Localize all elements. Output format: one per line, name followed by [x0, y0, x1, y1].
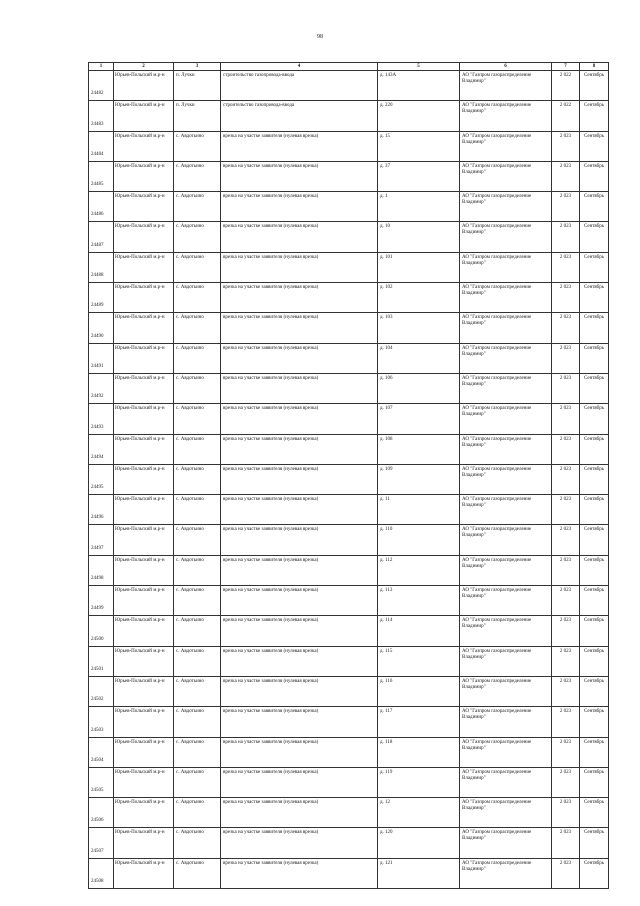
- locality-cell: с. Авдотьино: [174, 495, 221, 525]
- header-cell: 7: [552, 63, 580, 71]
- work-type-cell: врезка на участке заявителя (нулевая врезка): [221, 646, 378, 676]
- locality-cell: с. Авдотьино: [174, 252, 221, 282]
- year-cell: 2 023: [552, 616, 580, 646]
- month-cell: Сентябрь: [580, 222, 609, 252]
- district-cell: Юрьев-Польский м.р-н: [114, 131, 174, 161]
- header-cell: 4: [221, 63, 378, 71]
- row-number-cell: 24482: [89, 71, 114, 101]
- work-type-cell: врезка на участке заявителя (нулевая врезка): [221, 131, 378, 161]
- row-number-cell: 24508: [89, 858, 114, 888]
- organization-cell: АО "Газпром газораспределение Владимир": [460, 555, 552, 585]
- district-cell: Юрьев-Польский м.р-н: [114, 464, 174, 494]
- table-row: [89, 525, 609, 555]
- locality-cell: с. Авдотьино: [174, 707, 221, 737]
- locality-cell: с. Авдотьино: [174, 676, 221, 706]
- work-type-cell: врезка на участке заявителя (нулевая врезка): [221, 676, 378, 706]
- district-cell: Юрьев-Польский м.р-н: [114, 404, 174, 434]
- organization-cell: АО "Газпром газораспределение Владимир": [460, 767, 552, 797]
- row-number-cell: 24483: [89, 101, 114, 131]
- row-number-cell: 24504: [89, 737, 114, 767]
- table-row: [89, 434, 609, 464]
- row-number-cell: 24496: [89, 495, 114, 525]
- year-cell: 2 023: [552, 252, 580, 282]
- organization-cell: АО "Газпром газораспределение Владимир": [460, 646, 552, 676]
- work-type-cell: врезка на участке заявителя (нулевая врезка): [221, 737, 378, 767]
- address-cell: д. 104: [378, 343, 460, 373]
- locality-cell: с. Авдотьино: [174, 161, 221, 191]
- work-type-cell: врезка на участке заявителя (нулевая врезка): [221, 586, 378, 616]
- month-cell: Сентябрь: [580, 495, 609, 525]
- locality-cell: с. Авдотьино: [174, 343, 221, 373]
- month-cell: Сентябрь: [580, 737, 609, 767]
- organization-cell: АО "Газпром газораспределение Владимир": [460, 586, 552, 616]
- month-cell: Сентябрь: [580, 676, 609, 706]
- work-type-cell: врезка на участке заявителя (нулевая врезка): [221, 434, 378, 464]
- organization-cell: АО "Газпром газораспределение Владимир": [460, 616, 552, 646]
- work-type-cell: врезка на участке заявителя (нулевая врезка): [221, 707, 378, 737]
- table-row: [89, 313, 609, 343]
- work-type-cell: врезка на участке заявителя (нулевая врезка): [221, 767, 378, 797]
- address-cell: д. 118: [378, 737, 460, 767]
- organization-cell: АО "Газпром газораспределение Владимир": [460, 858, 552, 888]
- locality-cell: с. Авдотьино: [174, 798, 221, 828]
- year-cell: 2 023: [552, 555, 580, 585]
- table-row: [89, 404, 609, 434]
- header-row: [89, 63, 609, 71]
- year-cell: 2 022: [552, 71, 580, 101]
- row-number-cell: 24494: [89, 434, 114, 464]
- year-cell: 2 023: [552, 828, 580, 858]
- organization-cell: АО "Газпром газораспределение Владимир": [460, 283, 552, 313]
- address-cell: д. 106: [378, 373, 460, 403]
- work-type-cell: врезка на участке заявителя (нулевая врезка): [221, 283, 378, 313]
- month-cell: Сентябрь: [580, 767, 609, 797]
- page-number: 98: [317, 34, 323, 40]
- district-cell: Юрьев-Польский м.р-н: [114, 828, 174, 858]
- district-cell: Юрьев-Польский м.р-н: [114, 283, 174, 313]
- locality-cell: п. Лучки: [174, 101, 221, 131]
- year-cell: 2 023: [552, 767, 580, 797]
- work-type-cell: врезка на участке заявителя (нулевая врезка): [221, 464, 378, 494]
- row-number-cell: 24495: [89, 464, 114, 494]
- work-type-cell: врезка на участке заявителя (нулевая врезка): [221, 616, 378, 646]
- organization-cell: АО "Газпром газораспределение Владимир": [460, 161, 552, 191]
- row-number-cell: 24497: [89, 525, 114, 555]
- year-cell: 2 023: [552, 161, 580, 191]
- header-cell: 6: [460, 63, 552, 71]
- work-type-cell: врезка на участке заявителя (нулевая врезка): [221, 495, 378, 525]
- month-cell: Сентябрь: [580, 616, 609, 646]
- locality-cell: с. Авдотьино: [174, 404, 221, 434]
- table-row: [89, 222, 609, 252]
- table-row: [89, 131, 609, 161]
- district-cell: Юрьев-Польский м.р-н: [114, 586, 174, 616]
- locality-cell: с. Авдотьино: [174, 767, 221, 797]
- address-cell: д. 220: [378, 101, 460, 131]
- address-cell: д. 113: [378, 586, 460, 616]
- organization-cell: АО "Газпром газораспределение Владимир": [460, 222, 552, 252]
- organization-cell: АО "Газпром газораспределение Владимир": [460, 495, 552, 525]
- table-row: [89, 798, 609, 828]
- organization-cell: АО "Газпром газораспределение Владимир": [460, 828, 552, 858]
- district-cell: Юрьев-Польский м.р-н: [114, 646, 174, 676]
- table-row: [89, 828, 609, 858]
- table-row: [89, 707, 609, 737]
- row-number-cell: 24492: [89, 373, 114, 403]
- month-cell: Сентябрь: [580, 71, 609, 101]
- district-cell: Юрьев-Польский м.р-н: [114, 525, 174, 555]
- locality-cell: с. Авдотьино: [174, 858, 221, 888]
- locality-cell: с. Авдотьино: [174, 737, 221, 767]
- table-row: [89, 71, 609, 101]
- work-type-cell: врезка на участке заявителя (нулевая врезка): [221, 798, 378, 828]
- month-cell: Сентябрь: [580, 646, 609, 676]
- year-cell: 2 023: [552, 525, 580, 555]
- year-cell: 2 023: [552, 676, 580, 706]
- year-cell: 2 023: [552, 313, 580, 343]
- table-row: [89, 767, 609, 797]
- row-number-cell: 24490: [89, 313, 114, 343]
- row-number-cell: 24500: [89, 616, 114, 646]
- row-number-cell: 24491: [89, 343, 114, 373]
- table-row: [89, 252, 609, 282]
- work-type-cell: врезка на участке заявителя (нулевая врезка): [221, 373, 378, 403]
- header-cell: 2: [114, 63, 174, 71]
- row-number-cell: 24489: [89, 283, 114, 313]
- district-cell: Юрьев-Польский м.р-н: [114, 252, 174, 282]
- district-cell: Юрьев-Польский м.р-н: [114, 192, 174, 222]
- row-number-cell: 24503: [89, 707, 114, 737]
- year-cell: 2 023: [552, 192, 580, 222]
- district-cell: Юрьев-Польский м.р-н: [114, 161, 174, 191]
- year-cell: 2 023: [552, 646, 580, 676]
- header-cell: 5: [378, 63, 460, 71]
- year-cell: 2 023: [552, 373, 580, 403]
- table-row: [89, 373, 609, 403]
- year-cell: 2 023: [552, 434, 580, 464]
- locality-cell: с. Авдотьино: [174, 131, 221, 161]
- address-cell: д. 109: [378, 464, 460, 494]
- address-cell: д. 115: [378, 646, 460, 676]
- table-row: [89, 616, 609, 646]
- address-cell: д. 101: [378, 252, 460, 282]
- address-cell: д. 10: [378, 222, 460, 252]
- address-cell: д. 116: [378, 676, 460, 706]
- month-cell: Сентябрь: [580, 161, 609, 191]
- organization-cell: АО "Газпром газораспределение Владимир": [460, 71, 552, 101]
- month-cell: Сентябрь: [580, 586, 609, 616]
- work-type-cell: врезка на участке заявителя (нулевая врезка): [221, 858, 378, 888]
- year-cell: 2 023: [552, 737, 580, 767]
- address-cell: д. 15: [378, 131, 460, 161]
- header-cell: 3: [174, 63, 221, 71]
- table-row: [89, 555, 609, 585]
- organization-cell: АО "Газпром газораспределение Владимир": [460, 464, 552, 494]
- table-row: [89, 101, 609, 131]
- locality-cell: с. Авдотьино: [174, 525, 221, 555]
- organization-cell: АО "Газпром газораспределение Владимир": [460, 373, 552, 403]
- month-cell: Сентябрь: [580, 707, 609, 737]
- locality-cell: с. Авдотьино: [174, 586, 221, 616]
- organization-cell: АО "Газпром газораспределение Владимир": [460, 101, 552, 131]
- month-cell: Сентябрь: [580, 828, 609, 858]
- month-cell: Сентябрь: [580, 464, 609, 494]
- table-row: [89, 586, 609, 616]
- month-cell: Сентябрь: [580, 343, 609, 373]
- district-cell: Юрьев-Польский м.р-н: [114, 707, 174, 737]
- district-cell: Юрьев-Польский м.р-н: [114, 434, 174, 464]
- district-cell: Юрьев-Польский м.р-н: [114, 313, 174, 343]
- locality-cell: с. Авдотьино: [174, 828, 221, 858]
- table-row: [89, 464, 609, 494]
- table-row: [89, 676, 609, 706]
- year-cell: 2 022: [552, 101, 580, 131]
- address-cell: д. 119: [378, 767, 460, 797]
- schedule-table: [88, 62, 609, 889]
- locality-cell: с. Авдотьино: [174, 555, 221, 585]
- work-type-cell: строительство газопровода-ввода: [221, 71, 378, 101]
- organization-cell: АО "Газпром газораспределение Владимир": [460, 525, 552, 555]
- organization-cell: АО "Газпром газораспределение Владимир": [460, 252, 552, 282]
- table-row: [89, 161, 609, 191]
- table-row: [89, 737, 609, 767]
- address-cell: д. 108: [378, 434, 460, 464]
- year-cell: 2 023: [552, 586, 580, 616]
- locality-cell: с. Авдотьино: [174, 313, 221, 343]
- year-cell: 2 023: [552, 283, 580, 313]
- work-type-cell: строительство газопровода-ввода: [221, 101, 378, 131]
- address-cell: д. 12: [378, 798, 460, 828]
- work-type-cell: врезка на участке заявителя (нулевая врезка): [221, 555, 378, 585]
- month-cell: Сентябрь: [580, 555, 609, 585]
- month-cell: Сентябрь: [580, 404, 609, 434]
- organization-cell: АО "Газпром газораспределение Владимир": [460, 798, 552, 828]
- row-number-cell: 24507: [89, 828, 114, 858]
- district-cell: Юрьев-Польский м.р-н: [114, 555, 174, 585]
- row-number-cell: 24487: [89, 222, 114, 252]
- work-type-cell: врезка на участке заявителя (нулевая врезка): [221, 222, 378, 252]
- locality-cell: с. Авдотьино: [174, 222, 221, 252]
- year-cell: 2 023: [552, 464, 580, 494]
- district-cell: Юрьев-Польский м.р-н: [114, 222, 174, 252]
- row-number-cell: 24499: [89, 586, 114, 616]
- year-cell: 2 023: [552, 707, 580, 737]
- month-cell: Сентябрь: [580, 313, 609, 343]
- table-row: [89, 192, 609, 222]
- district-cell: Юрьев-Польский м.р-н: [114, 373, 174, 403]
- row-number-cell: 24493: [89, 404, 114, 434]
- address-cell: д. 117: [378, 707, 460, 737]
- address-cell: д. 121: [378, 858, 460, 888]
- work-type-cell: врезка на участке заявителя (нулевая врезка): [221, 343, 378, 373]
- work-type-cell: врезка на участке заявителя (нулевая врезка): [221, 192, 378, 222]
- address-cell: д. 143А: [378, 71, 460, 101]
- address-cell: д. 103: [378, 313, 460, 343]
- month-cell: Сентябрь: [580, 858, 609, 888]
- year-cell: 2 023: [552, 495, 580, 525]
- year-cell: 2 023: [552, 858, 580, 888]
- work-type-cell: врезка на участке заявителя (нулевая врезка): [221, 525, 378, 555]
- row-number-cell: 24501: [89, 646, 114, 676]
- row-number-cell: 24506: [89, 798, 114, 828]
- month-cell: Сентябрь: [580, 252, 609, 282]
- table-row: [89, 283, 609, 313]
- district-cell: Юрьев-Польский м.р-н: [114, 495, 174, 525]
- organization-cell: АО "Газпром газораспределение Владимир": [460, 707, 552, 737]
- month-cell: Сентябрь: [580, 101, 609, 131]
- district-cell: Юрьев-Польский м.р-н: [114, 676, 174, 706]
- address-cell: д. 112: [378, 555, 460, 585]
- organization-cell: АО "Газпром газораспределение Владимир": [460, 131, 552, 161]
- table-row: [89, 646, 609, 676]
- address-cell: д. 120: [378, 828, 460, 858]
- address-cell: д. 110: [378, 525, 460, 555]
- year-cell: 2 023: [552, 222, 580, 252]
- locality-cell: с. Авдотьино: [174, 192, 221, 222]
- row-number-cell: 24485: [89, 161, 114, 191]
- locality-cell: п. Лучки: [174, 71, 221, 101]
- work-type-cell: врезка на участке заявителя (нулевая врезка): [221, 252, 378, 282]
- address-cell: д. 114: [378, 616, 460, 646]
- organization-cell: АО "Газпром газораспределение Владимир": [460, 192, 552, 222]
- locality-cell: с. Авдотьино: [174, 373, 221, 403]
- year-cell: 2 023: [552, 798, 580, 828]
- district-cell: Юрьев-Польский м.р-н: [114, 71, 174, 101]
- month-cell: Сентябрь: [580, 798, 609, 828]
- work-type-cell: врезка на участке заявителя (нулевая врезка): [221, 828, 378, 858]
- district-cell: Юрьев-Польский м.р-н: [114, 767, 174, 797]
- table-row: [89, 495, 609, 525]
- table-row: [89, 858, 609, 888]
- organization-cell: АО "Газпром газораспределение Владимир": [460, 343, 552, 373]
- locality-cell: с. Авдотьино: [174, 434, 221, 464]
- row-number-cell: 24498: [89, 555, 114, 585]
- address-cell: д. 37: [378, 161, 460, 191]
- month-cell: Сентябрь: [580, 131, 609, 161]
- work-type-cell: врезка на участке заявителя (нулевая врезка): [221, 404, 378, 434]
- work-type-cell: врезка на участке заявителя (нулевая врезка): [221, 161, 378, 191]
- district-cell: Юрьев-Польский м.р-н: [114, 343, 174, 373]
- district-cell: Юрьев-Польский м.р-н: [114, 101, 174, 131]
- work-type-cell: врезка на участке заявителя (нулевая врезка): [221, 313, 378, 343]
- organization-cell: АО "Газпром газораспределение Владимир": [460, 313, 552, 343]
- district-cell: Юрьев-Польский м.р-н: [114, 858, 174, 888]
- organization-cell: АО "Газпром газораспределение Владимир": [460, 676, 552, 706]
- address-cell: д. 102: [378, 283, 460, 313]
- year-cell: 2 023: [552, 131, 580, 161]
- address-cell: д. 107: [378, 404, 460, 434]
- row-number-cell: 24484: [89, 131, 114, 161]
- organization-cell: АО "Газпром газораспределение Владимир": [460, 434, 552, 464]
- row-number-cell: 24505: [89, 767, 114, 797]
- locality-cell: с. Авдотьино: [174, 464, 221, 494]
- organization-cell: АО "Газпром газораспределение Владимир": [460, 737, 552, 767]
- district-cell: Юрьев-Польский м.р-н: [114, 737, 174, 767]
- header-cell: 1: [89, 63, 114, 71]
- district-cell: Юрьев-Польский м.р-н: [114, 616, 174, 646]
- year-cell: 2 023: [552, 343, 580, 373]
- row-number-cell: 24488: [89, 252, 114, 282]
- month-cell: Сентябрь: [580, 373, 609, 403]
- header-cell: 8: [580, 63, 609, 71]
- month-cell: Сентябрь: [580, 283, 609, 313]
- organization-cell: АО "Газпром газораспределение Владимир": [460, 404, 552, 434]
- table-row: [89, 343, 609, 373]
- address-cell: д. 1: [378, 192, 460, 222]
- locality-cell: с. Авдотьино: [174, 283, 221, 313]
- row-number-cell: 24486: [89, 192, 114, 222]
- district-cell: Юрьев-Польский м.р-н: [114, 798, 174, 828]
- locality-cell: с. Авдотьино: [174, 646, 221, 676]
- row-number-cell: 24502: [89, 676, 114, 706]
- month-cell: Сентябрь: [580, 525, 609, 555]
- month-cell: Сентябрь: [580, 434, 609, 464]
- month-cell: Сентябрь: [580, 192, 609, 222]
- address-cell: д. 11: [378, 495, 460, 525]
- locality-cell: с. Авдотьино: [174, 616, 221, 646]
- year-cell: 2 023: [552, 404, 580, 434]
